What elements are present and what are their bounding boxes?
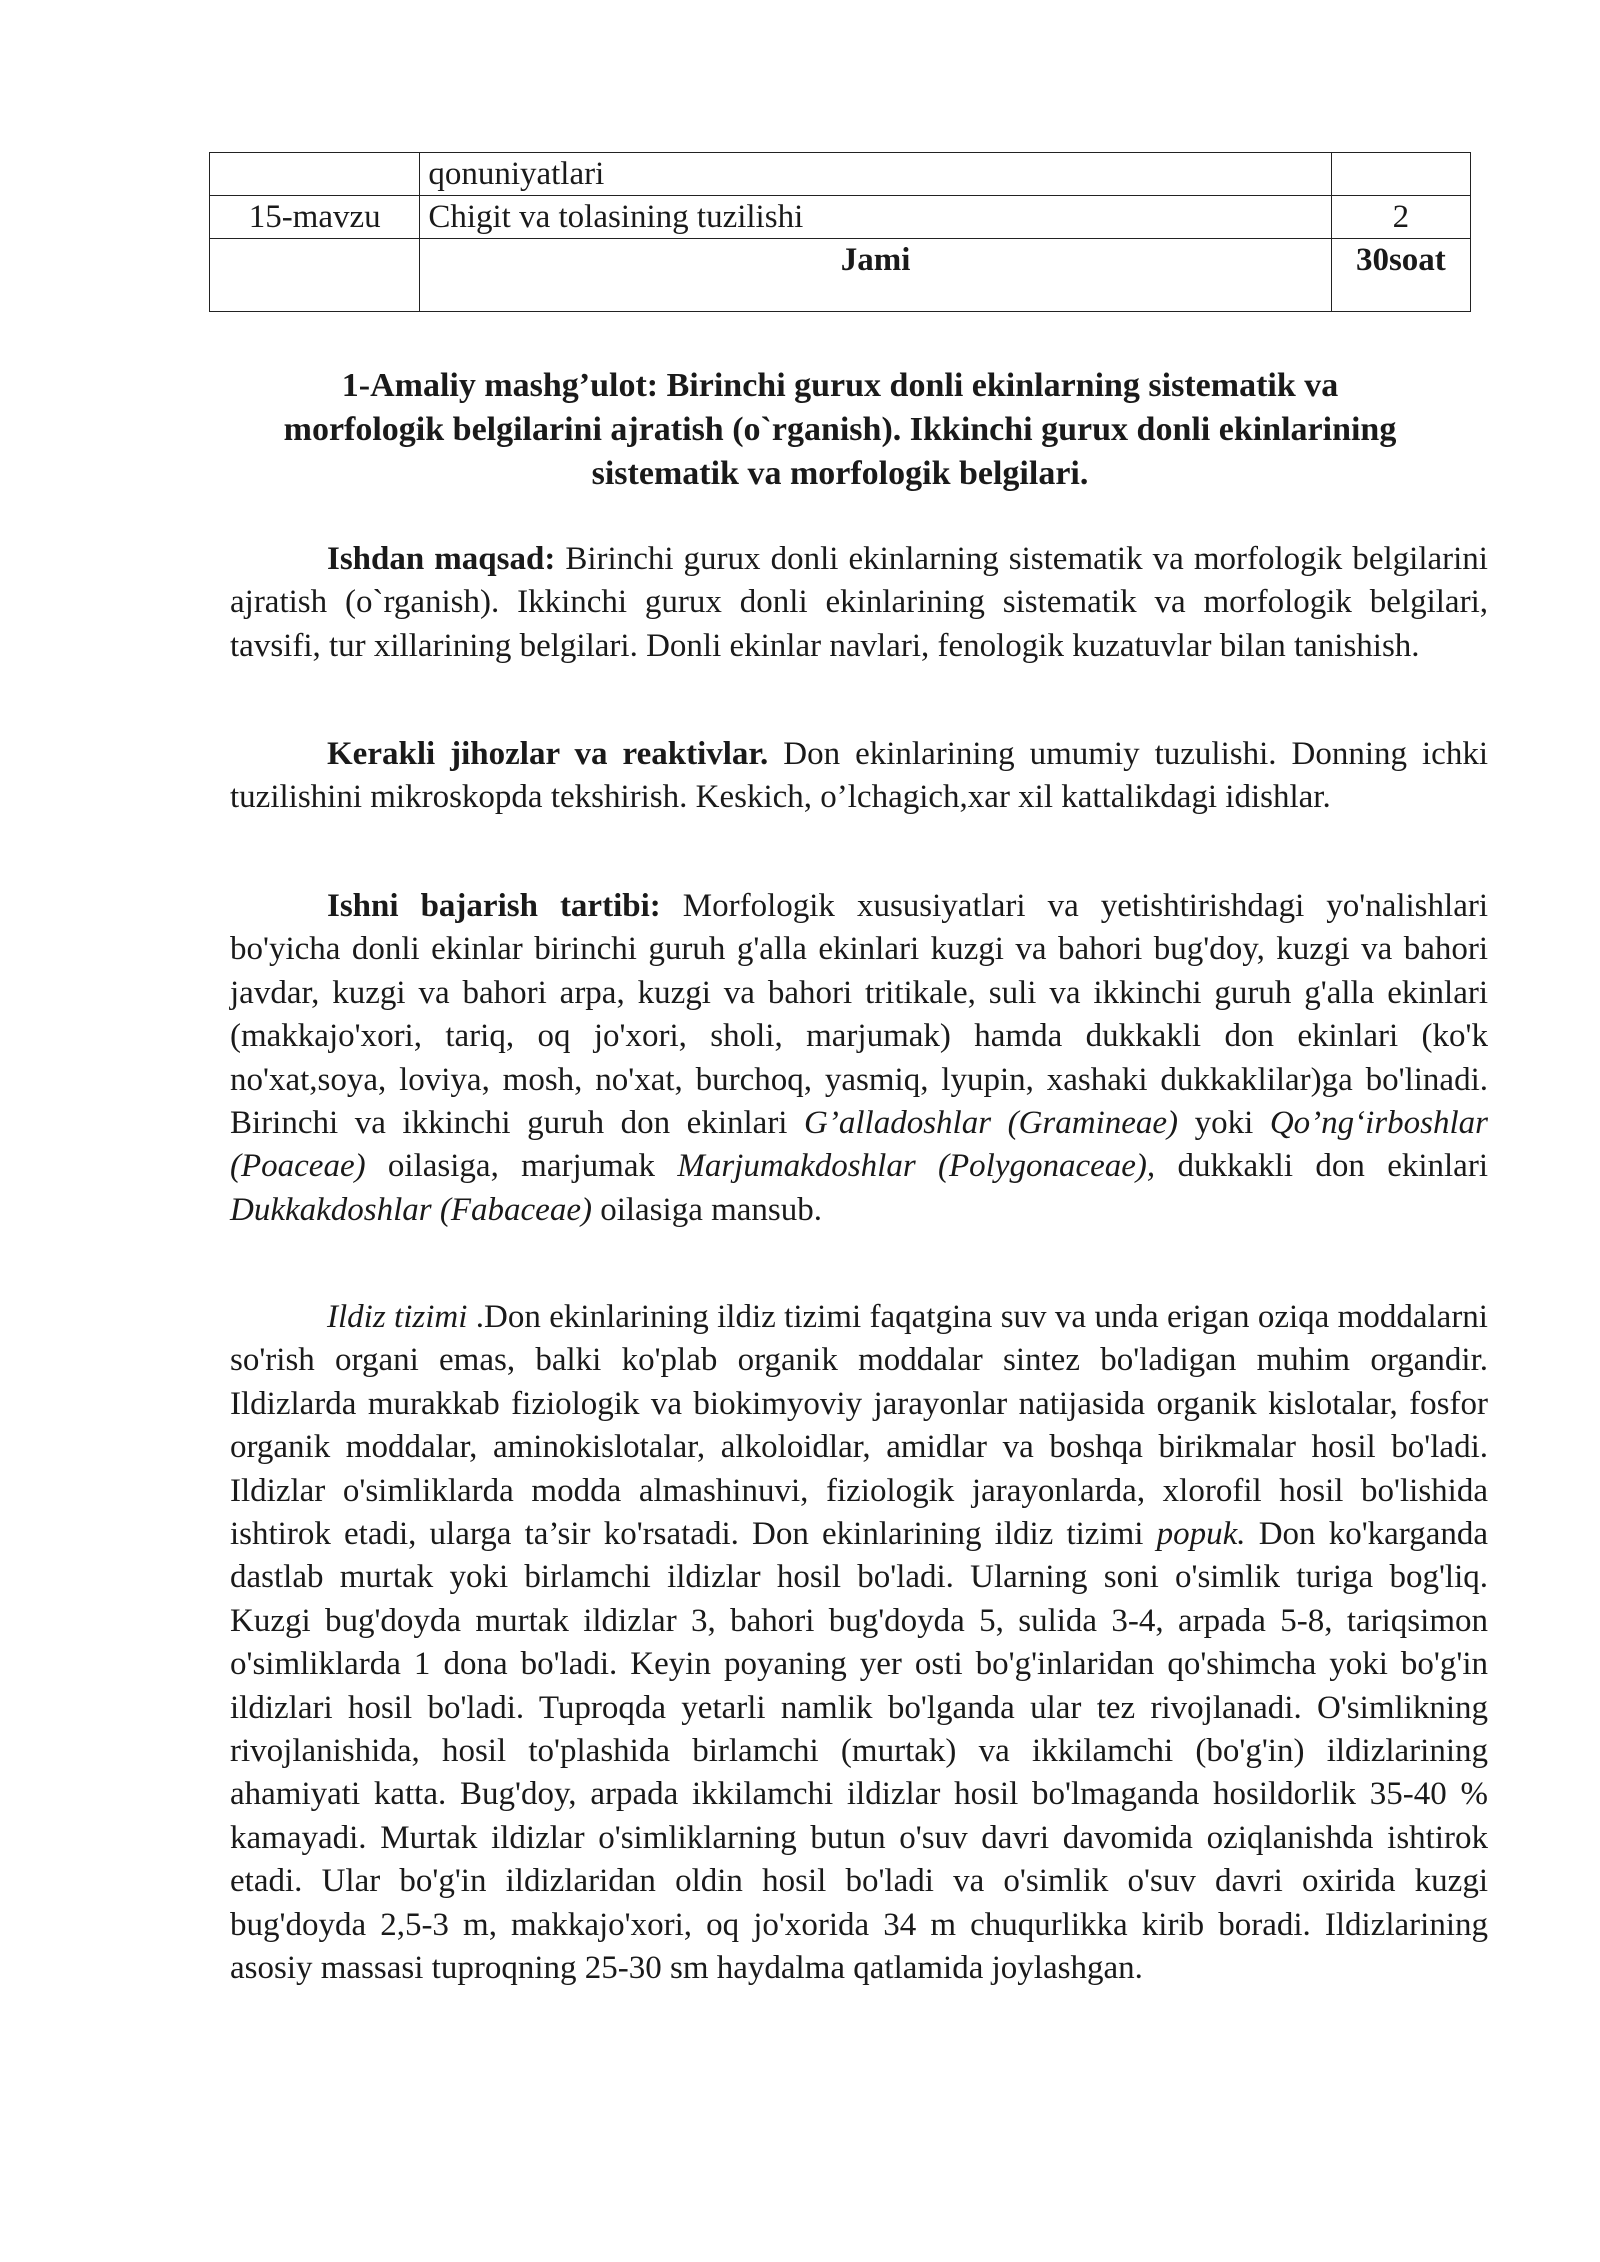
section-heading xyxy=(209,364,1471,496)
root-type-term: popuk. xyxy=(1156,1516,1246,1553)
procedure-text: oilasiga, marjumak xyxy=(365,1148,678,1185)
root-system-label: Ildiz tizimi xyxy=(327,1299,468,1335)
heading-line-3: sistematik va morfologik belgilari. xyxy=(591,455,1089,492)
equipment-paragraph xyxy=(230,733,1488,820)
total-value-cell: 30soat xyxy=(1331,239,1470,312)
family-name-gramineae: G’alladoshlar (Gramineae) xyxy=(804,1105,1179,1142)
total-label-cell: Jami xyxy=(420,239,1331,312)
family-name-fabaceae: Dukkakdoshlar (Fabaceae) xyxy=(230,1191,592,1228)
equipment-text: Don ekinlarining umumiy tuzulishi. Donning ichki tuzilishini mikroskopda tekshirish. Keskich, o’lchagich,xar xil kattalikdagi idishlar. xyxy=(230,736,1488,816)
root-system-text: .Don ekinlarining ildiz tizimi faqatgina suv va unda erigan oziqa moddalarni so'rish organi emas, balki ko'plab organik moddalar sintez bo'ladigan muhim organdir. Ildizlarda murakkab fiziologik va biokimyoviy jarayonlar natijasida organik kislotalar, fosfor organik moddalar, aminokislotalar, alkoloidlar, amidlar va boshqa birikmalar hosil bo'ladi. Ildizlar o'simliklarda modda almashinuvi, fiziologik jarayonlarda, xlorofil hosil bo'lishida ishtirok etadi, ularga ta’sir ko'rsatadi. Don ekinlarining ildiz tizimi xyxy=(230,1299,1488,1553)
table-total-row xyxy=(210,239,1471,312)
root-system-text: Don ko'karganda dastlab murtak yoki birlamchi ildizlar hosil bo'ladi. Ularning soni o'simlik turiga bog'liq. Kuzgi bug'doyda murtak ildizlar 3, bahori bug'doyda 5, sulida 3-4, arpada 5-8, tariqsimon o'simliklarda 1 dona bo'ladi. Keyin poyaning yer osti bo'g'inlaridan qo'shimcha yoki bo'g'in ildizlari hosil bo'ladi. Tuproqda yetarli namlik bo'lganda ular tez rivojlanadi. O'simlikning rivojlanishida, hosil to'plashida birlamchi (murtak) va ikkilamchi (bo'g'in) ildizlarining ahamiyati katta. Bug'doy, arpada ikkilamchi ildizlar hosil bo'lmaganda hosildorlik 35-40 % kamayadi. Murtak ildizlar o'simliklarning butun o'suv davri davomida oziqlanishda ishtirok etadi. Ular bo'g'in ildizlaridan oldin hosil bo'ladi va o'simlik o'suv davri oxirida kuzgi bug'doyda 2,5-3 m, makkajo'xori, oq jo'xorida 34 m chuqurlikka kirib boradi. Ildizlarining asosiy massasi tuproqning 25-30 sm haydalma qatlamida joylashgan. xyxy=(230,1516,1488,1987)
procedure-text: Morfologik xususiyatlari va yetishtirishdagi yo'nalishlari bo'yicha donli ekinlar birinchi guruh g'alla ekinlari kuzgi va bahori bug'doy, kuzgi va bahori javdar, kuzgi va bahori arpa, kuzgi va bahori tritikale, suli va ikkinchi guruh g'alla ekinlari (makkajo'xori, tariq, oq jo'xori, sholi, marjumak) hamda dukkakli don ekinlari (ko'k no'xat,soya, loviya, mosh, no'xat, burchoq, yasmiq, lyupin, xashaki dukkaklilar)ga bo'linadi. Birinchi va ikkinchi guruh don ekinlari xyxy=(230,888,1488,1142)
table-row xyxy=(210,196,1471,239)
topic-title-cell: Chigit va tolasining tuzilishi xyxy=(420,196,1331,239)
equipment-label: Kerakli jihozlar va reaktivlar. xyxy=(327,736,769,772)
procedure-text: dukkakli don ekinlari xyxy=(1155,1148,1488,1185)
procedure-text: yoki xyxy=(1178,1105,1270,1142)
topic-number-cell: 15-mavzu xyxy=(210,196,420,239)
purpose-paragraph xyxy=(230,538,1488,668)
topic-hours-cell xyxy=(1331,153,1470,196)
topics-table xyxy=(209,152,1471,312)
purpose-text: Birinchi gurux donli ekinlarning sistematik va morfologik belgilarini ajratish (o`rganish). Ikkinchi gurux donli ekinlarining sistematik va morfologik belgilari, tavsifi, tur xillarining belgilari. Donli ekinlar navlari, fenologik kuzatuvlar bilan tanishish. xyxy=(230,541,1488,664)
procedure-text: oilasiga mansub. xyxy=(591,1191,823,1228)
topic-number-cell xyxy=(210,153,420,196)
heading-line-1: 1-Amaliy mashg’ulot: Birinchi gurux donli ekinlarning sistematik va xyxy=(341,367,1339,404)
purpose-label: Ishdan maqsad: xyxy=(327,541,556,577)
procedure-label: Ishni bajarish tartibi: xyxy=(327,888,661,924)
heading-line-2: morfologik belgilarini ajratish (o`rganish). Ikkinchi gurux donli ekinlarining xyxy=(283,411,1397,448)
family-name-poaceae: Qo’ng‘irboshlar (Poaceae) xyxy=(230,1105,1489,1185)
root-system-paragraph xyxy=(230,1296,1488,1991)
family-name-polygonaceae: Marjumakdoshlar (Polygonaceae), xyxy=(677,1148,1156,1185)
table-row xyxy=(210,153,1471,196)
topic-hours-cell: 2 xyxy=(1331,196,1470,239)
procedure-paragraph xyxy=(230,885,1488,1232)
total-empty-cell xyxy=(210,239,420,312)
topic-title-cell: qonuniyatlari xyxy=(420,153,1331,196)
